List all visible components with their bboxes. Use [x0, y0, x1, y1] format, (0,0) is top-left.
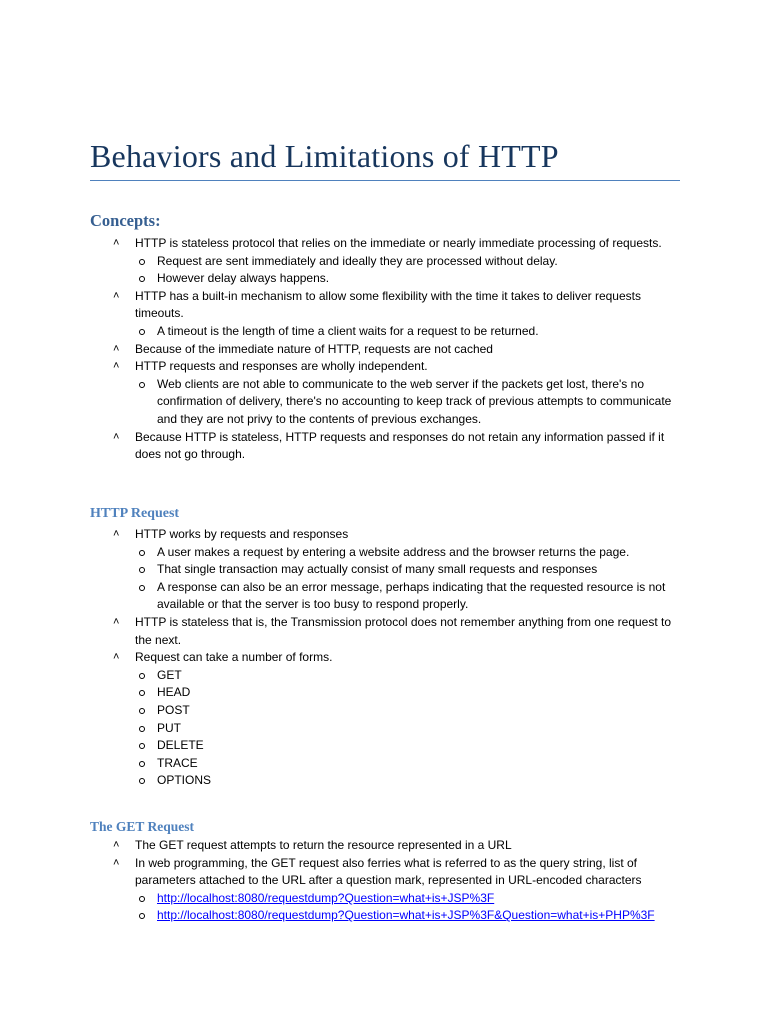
list-item [157, 907, 680, 925]
circle-bullet-icon [139, 259, 145, 265]
list-item [157, 890, 680, 908]
list-item: A user makes a request by entering a website address and the browser returns the page. [157, 544, 680, 562]
list-item: ˄ HTTP works by requests and responses [135, 526, 680, 544]
circle-bullet-icon [139, 761, 145, 767]
arrow-bullet-icon: ˄ [113, 839, 120, 851]
list-item: OPTIONS [157, 772, 680, 790]
circle-bullet-icon [139, 896, 145, 902]
list-item: ˄ In web programming, the GET request also ferries what is referred to as the query string, list of parameters attached to the URL after a question mark, represented in URL-encoded characters [113, 855, 642, 888]
list-item: That single transaction may actually consist of many small requests and responses [157, 561, 680, 579]
list-item: HEAD [157, 684, 680, 702]
circle-bullet-icon [139, 276, 145, 282]
arrow-bullet-icon: ˄ [113, 430, 120, 443]
list-item: ˄ Because HTTP is stateless, HTTP requests and responses do not retain any information passed if it does not go through. [113, 429, 665, 462]
arrow-bullet-icon: ˄ [113, 289, 120, 302]
concepts-list [0, 235, 768, 464]
list-item: A response can also be an error message, perhaps indicating that the requested resource is not available or that the server is too busy to respond properly. [157, 579, 680, 614]
arrow-bullet-icon: ˄ [113, 856, 120, 869]
get-request-list [0, 837, 768, 925]
list-item: ˄ HTTP requests and responses are wholly independent. [135, 358, 680, 376]
list-item: PUT [157, 720, 680, 738]
arrow-bullet-icon: ˄ [113, 528, 120, 540]
list-item: ˄ Request can take a number of forms. [135, 649, 680, 667]
http-request-heading: HTTP Request [90, 506, 180, 521]
arrow-bullet-icon: ˄ [113, 342, 120, 355]
circle-bullet-icon [139, 690, 145, 696]
list-item: ˄ HTTP has a built-in mechanism to allow some flexibility with the time it takes to deliver requests timeouts. [113, 288, 641, 321]
list-item: ˄ The GET request attempts to return the resource represented in a URL [135, 837, 680, 855]
list-item: Request are sent immediately and ideally they are processed without delay. [157, 253, 680, 271]
list-item: TRACE [157, 755, 680, 773]
circle-bullet-icon [139, 743, 145, 749]
circle-bullet-icon [139, 329, 145, 335]
arrow-bullet-icon: ˄ [113, 615, 120, 628]
get-request-heading: The GET Request [90, 819, 195, 834]
query-string-link-1[interactable]: http://localhost:8080/requestdump?Question=what+is+JSP%3F [157, 890, 495, 905]
arrow-bullet-icon: ˄ [113, 237, 120, 249]
circle-bullet-icon [139, 913, 145, 919]
circle-bullet-icon [139, 726, 145, 732]
circle-bullet-icon [139, 673, 145, 679]
list-item: A timeout is the length of time a client waits for a request to be returned. [157, 323, 680, 341]
circle-bullet-icon [139, 567, 145, 573]
list-item: Web clients are not able to communicate to the web server if the packets get lost, there's no confirmation of delivery, there's no accounting to keep track of previous attempts to communicate and they are not privy to the contents of previous exchanges. [157, 376, 680, 429]
arrow-bullet-icon: ˄ [113, 360, 120, 373]
list-item: ˄ HTTP is stateless protocol that relies on the immediate or nearly immediate processing of requests. [135, 235, 680, 253]
list-item: DELETE [157, 737, 680, 755]
circle-bullet-icon [139, 585, 145, 591]
list-item: POST [157, 702, 680, 720]
http-request-list [0, 526, 768, 790]
circle-bullet-icon [139, 708, 145, 714]
circle-bullet-icon [139, 550, 145, 556]
concepts-heading: Concepts: [90, 211, 161, 230]
circle-bullet-icon [139, 778, 145, 784]
list-item: GET [157, 667, 680, 685]
page-title: Behaviors and Limitations of HTTP [90, 138, 559, 174]
query-string-link-2[interactable]: http://localhost:8080/requestdump?Question=what+is+JSP%3F&Question=what+is+PHP%3F [157, 908, 655, 923]
title-underline [90, 180, 680, 181]
list-item: However delay always happens. [157, 270, 680, 288]
circle-bullet-icon [139, 382, 145, 388]
arrow-bullet-icon: ˄ [113, 651, 120, 664]
list-item: ˄ HTTP is stateless that is, the Transmission protocol does not remember anything from one request to the next. [113, 614, 672, 647]
list-item: ˄ Because of the immediate nature of HTTP, requests are not cached [135, 341, 680, 359]
